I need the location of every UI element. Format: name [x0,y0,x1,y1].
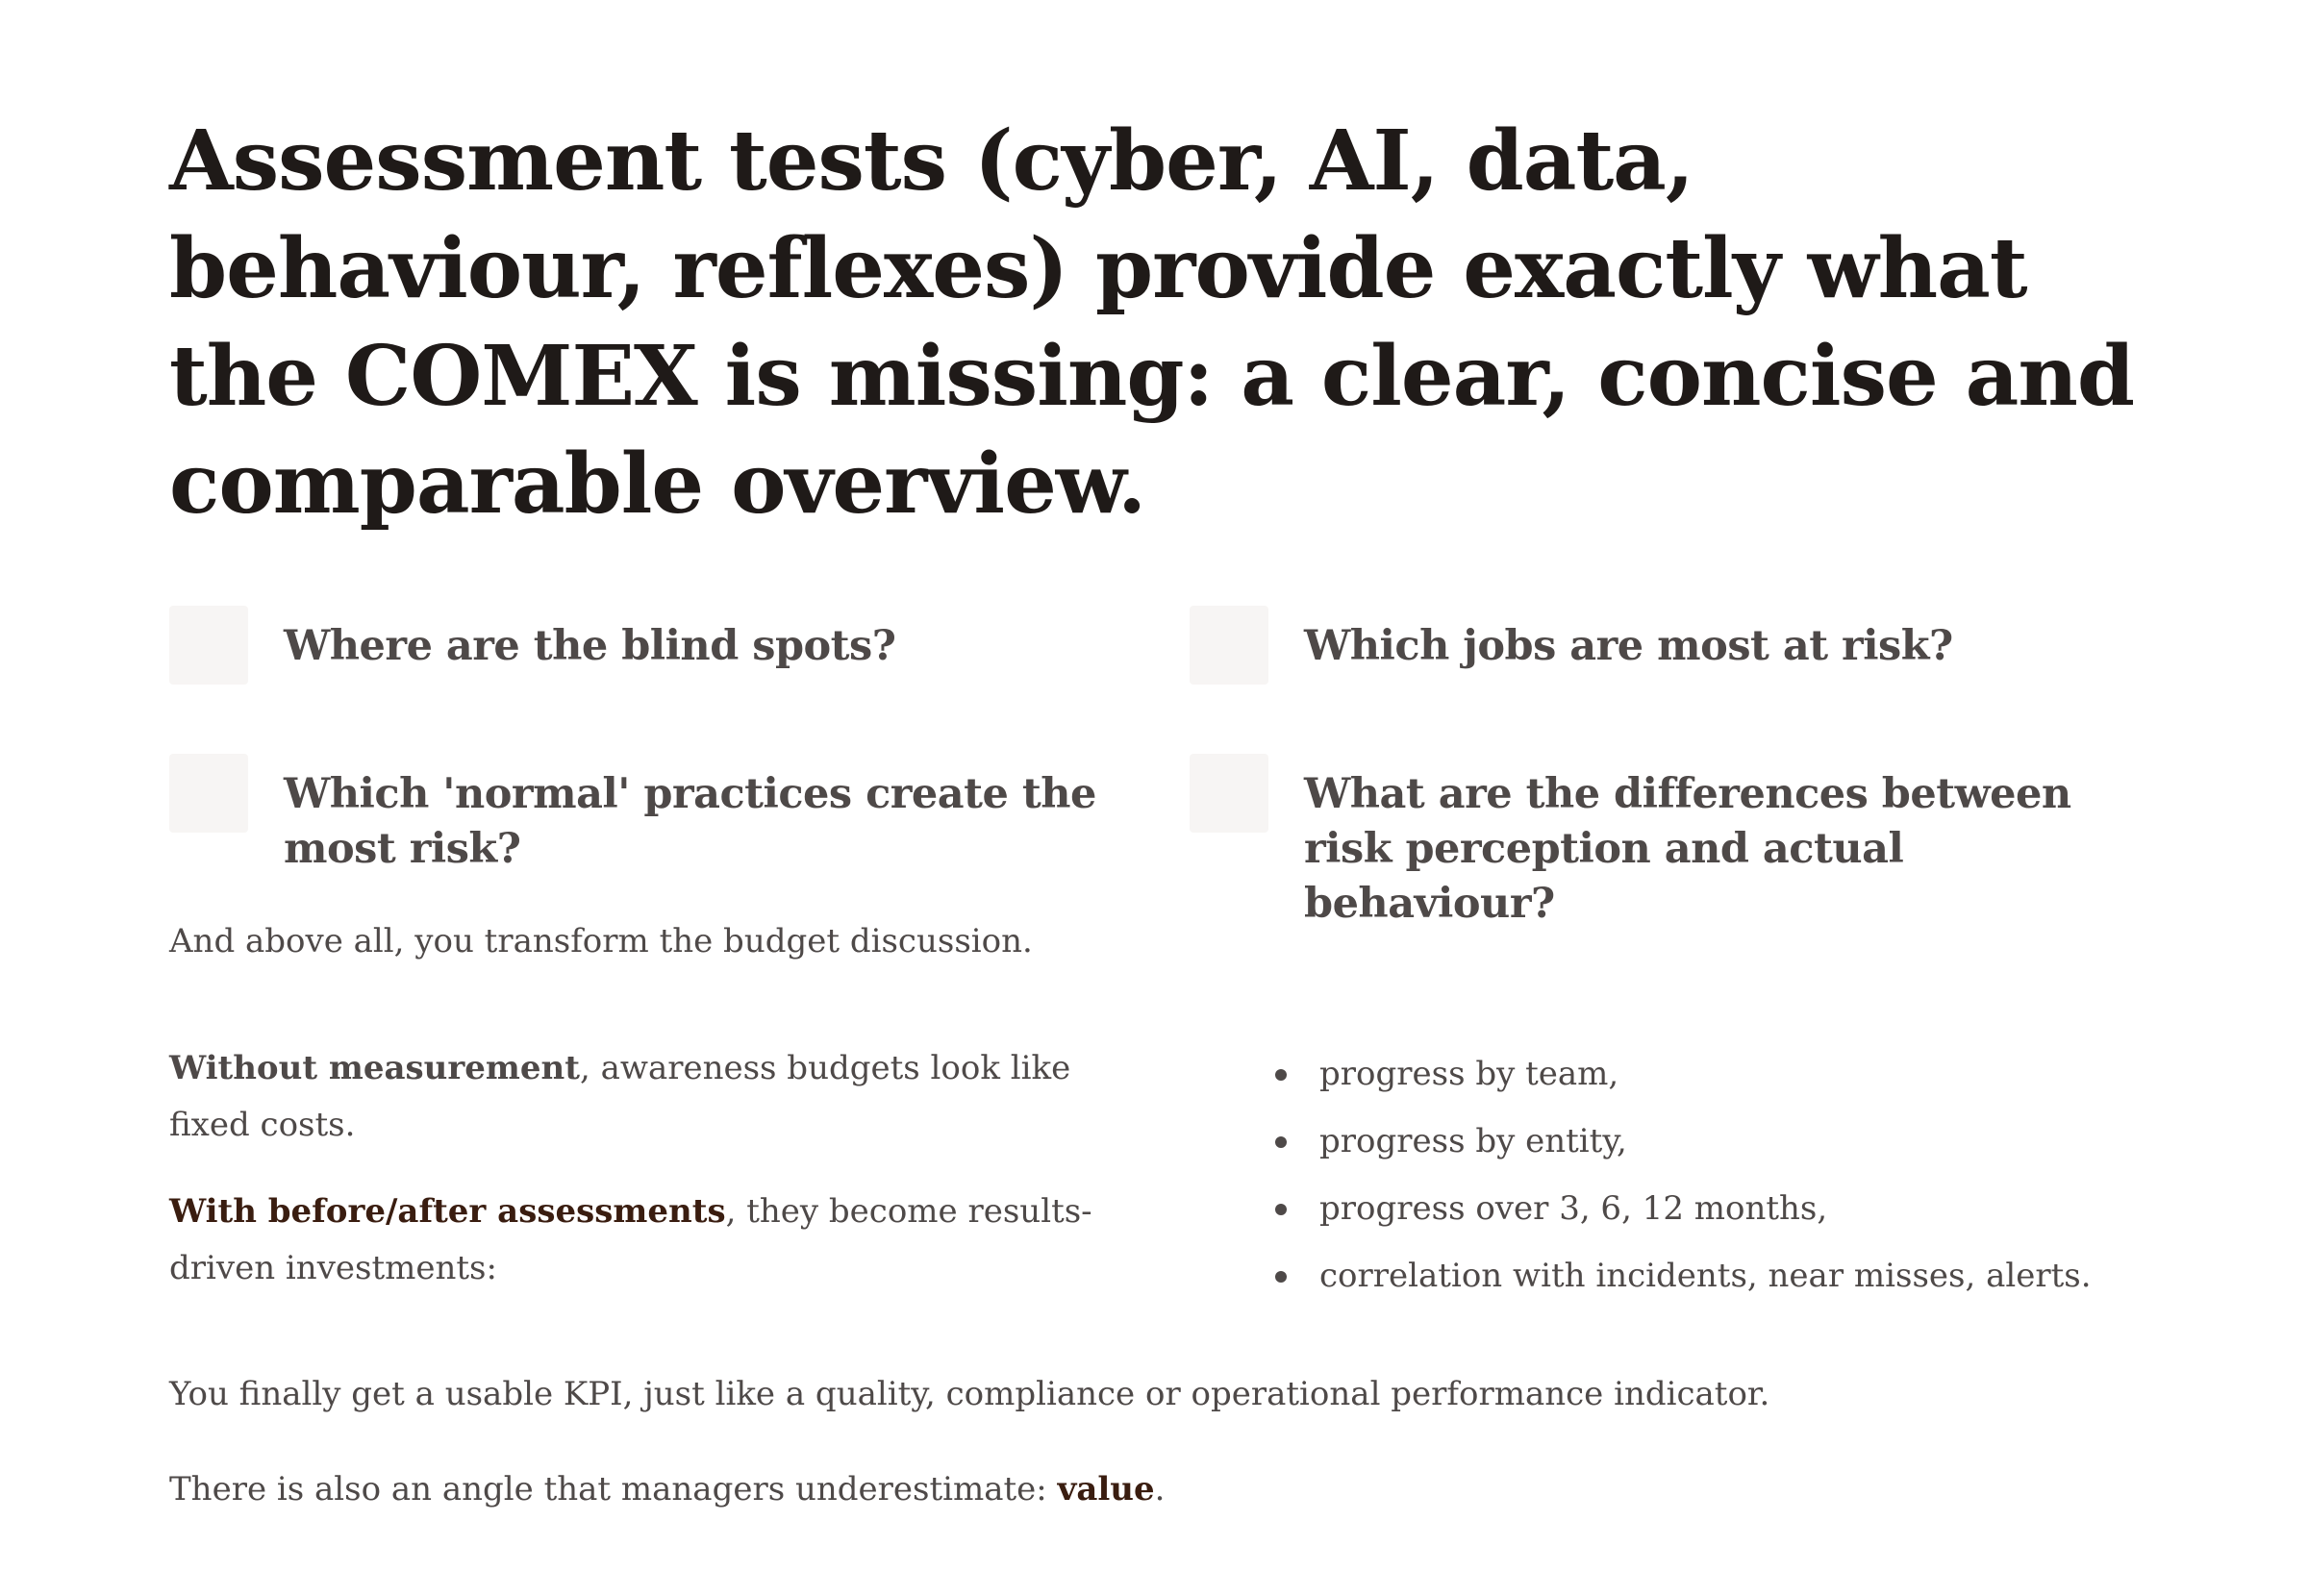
with-assessments-bold: With before/after assessments [169,1192,726,1231]
intro-paragraph: And above all, you transform the budget discussion. [169,922,1033,960]
without-measurement-bold: Without measurement [169,1049,580,1087]
list-item: progress by entity, [1266,1108,2131,1175]
kpi-paragraph: You finally get a usable KPI, just like a quality, compliance or operational performance indicator. [169,1375,1770,1413]
question-text: Which 'normal' practices create the most risk? [284,770,1096,873]
without-measurement-paragraph [169,1040,1092,1154]
value-angle-paragraph [169,1461,2093,1518]
with-assessments-rest: , they become results-driven investments: [169,1192,1092,1287]
bullet-icon [1275,1069,1287,1081]
question-box-icon [1190,754,1268,833]
question-box-icon [169,606,248,685]
question-text: Which jobs are most at risk? [1304,622,1953,670]
list-item: progress over 3, 6, 12 months, [1266,1175,2131,1242]
list-item: progress by team, [1266,1040,2131,1108]
with-assessments-paragraph [169,1184,1092,1297]
question-text: What are the differences between risk perception and actual behaviour? [1304,770,2071,928]
value-bold: value [1057,1470,1155,1509]
progress-list [1266,1040,2131,1309]
without-measurement-rest: , awareness budgets look like fixed costs. [169,1049,1071,1144]
bullet-icon [1275,1271,1287,1283]
question-box-icon [169,754,248,833]
bullet-icon [1275,1136,1287,1148]
list-item: correlation with incidents, near misses, alerts. [1266,1242,2131,1309]
value-angle-text: There is also an angle that managers underestimate: [169,1470,1058,1509]
question-box-icon [1190,606,1268,685]
value-angle-end: . [1154,1470,1166,1509]
page-title: Assessment tests (cyber, AI, data, behaviour, reflexes) provide exactly what the COMEX is missing: a clear, concise and comparable overview. [169,112,2135,533]
bullet-icon [1275,1204,1287,1215]
question-text: Where are the blind spots? [284,622,896,670]
